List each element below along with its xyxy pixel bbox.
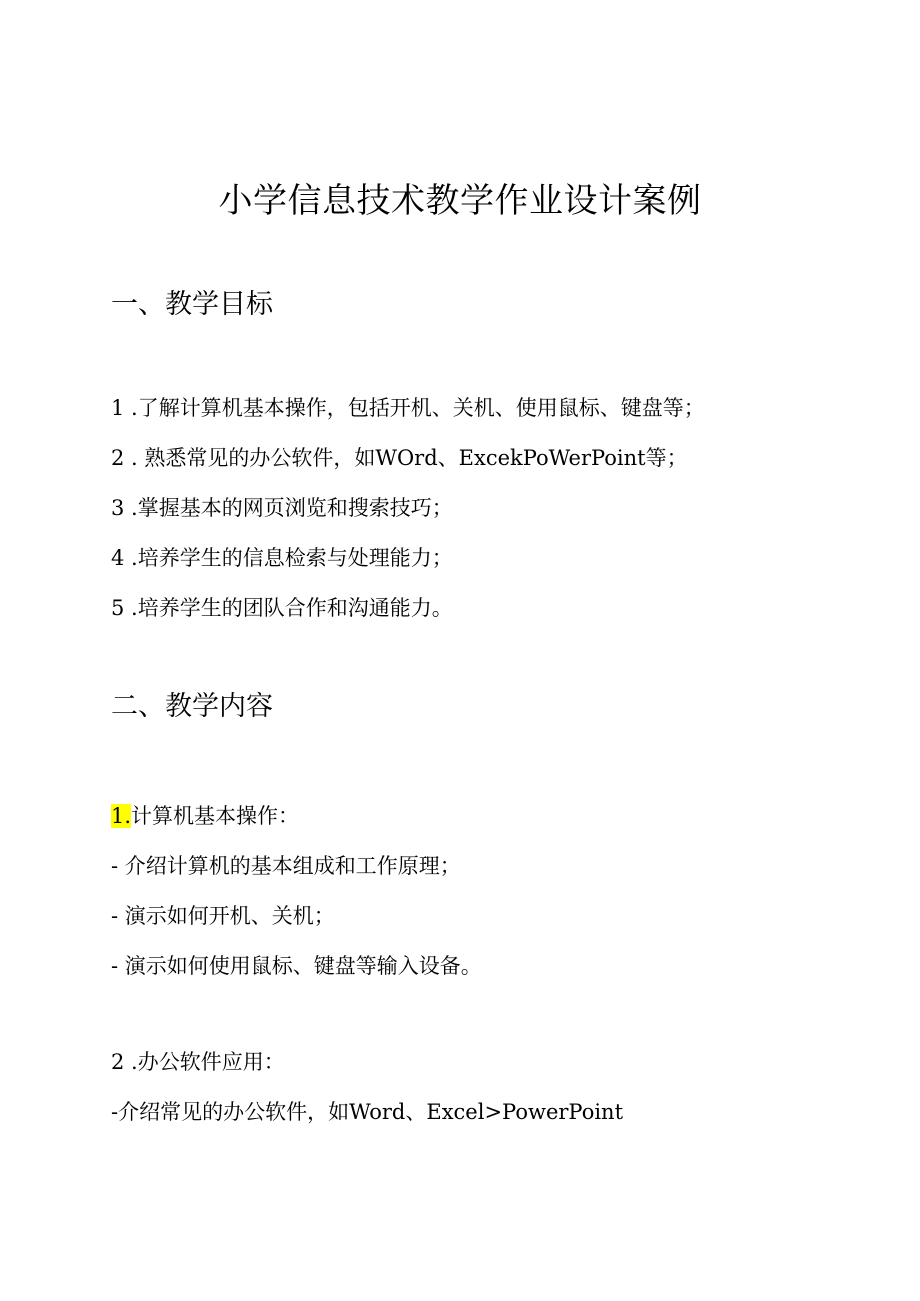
content-point-3: - 演示如何使用鼠标、键盘等输入设备。 [111, 954, 482, 978]
content-item-1-label: 计算机基本操作： [131, 804, 300, 828]
content-point-2: - 演示如何开机、关机； [111, 904, 335, 928]
content-point-4: -介绍常见的办公软件，如Word、Excel>PowerPoint [111, 1100, 624, 1124]
section-heading-objectives: 一、教学目标 [111, 289, 273, 320]
objective-item-1: 1 .了解计算机基本操作，包括开机、关机、使用鼠标、键盘等； [111, 396, 705, 420]
highlighted-number: 1. [111, 804, 132, 828]
content-item-2: 2 .办公软件应用： [111, 1050, 285, 1074]
objective-item-3: 3 .掌握基本的网页浏览和搜索技巧； [111, 496, 453, 520]
objective-item-5: 5 .培养学生的团队合作和沟通能力。 [111, 596, 453, 620]
objective-item-2: 2 . 熟悉常见的办公软件，如WOrd、ExcekPoWerPoint等； [111, 446, 688, 470]
section-heading-content: 二、教学内容 [111, 691, 273, 722]
content-item-1 [111, 801, 299, 831]
objective-item-4: 4 .培养学生的信息检索与处理能力； [111, 546, 453, 570]
content-point-1: - 介绍计算机的基本组成和工作原理； [111, 854, 461, 878]
document-title: 小学信息技术教学作业设计案例 [218, 181, 702, 221]
